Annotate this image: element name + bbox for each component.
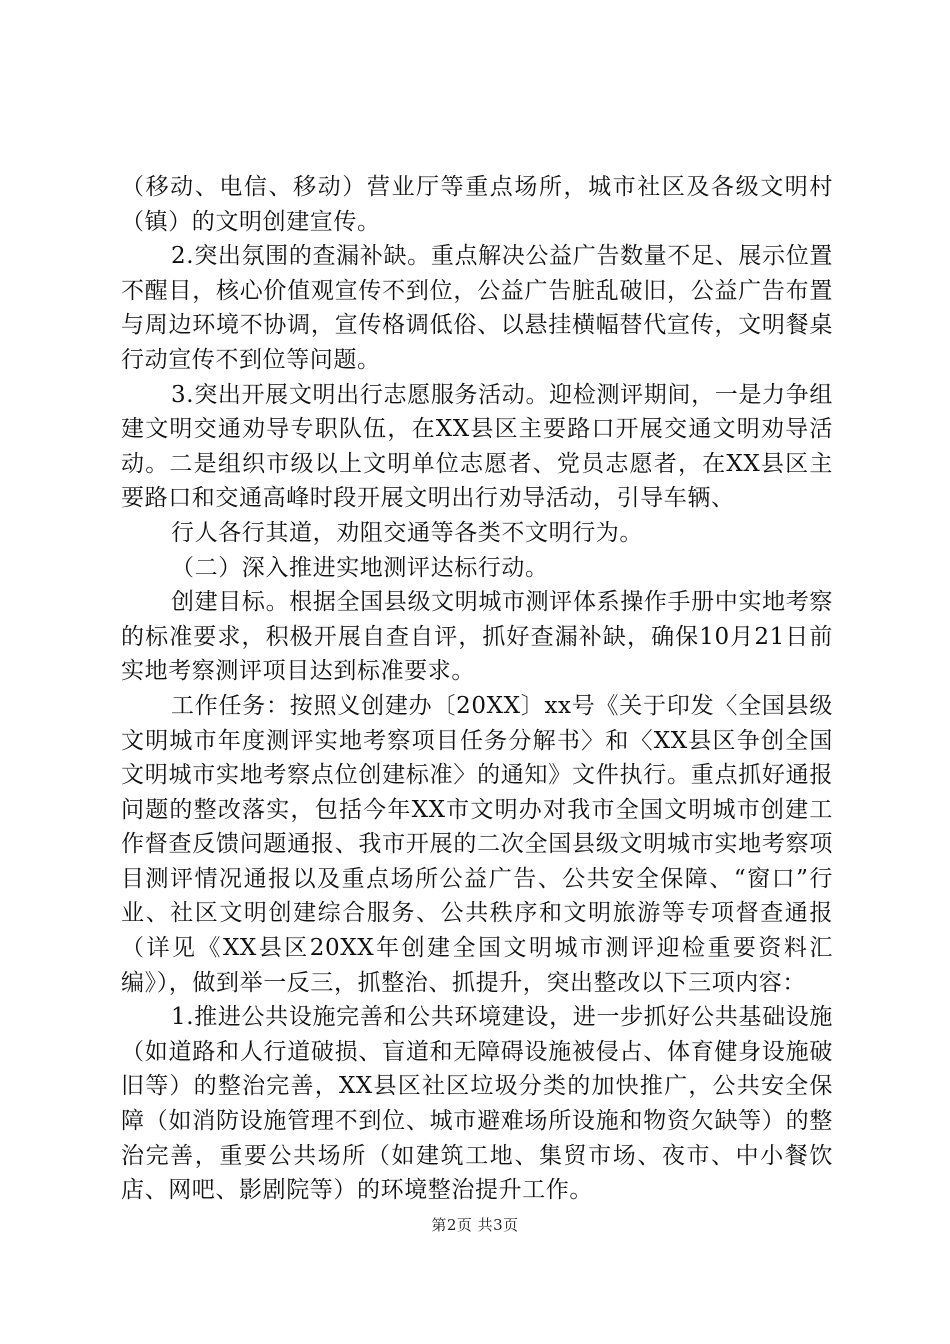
paragraph-item-3: 3.突出开展文明出行志愿服务活动。迎检测评期间，一是力争组建文明交通劝导专职队伍，在XX县区主要路口开展交通文明劝导活动。二是组织市级以上文明单位志愿者、党员志愿者，在XX县区主要路口和交通高峰时段开展文明出行劝导活动，引导车辆、 <box>121 381 833 512</box>
page-footer: 第2页 共3页 <box>431 1216 519 1234</box>
paragraph-tasks: 工作任务：按照义创建办〔20XX〕xx号《关于印发〈全国县级文明城市年度测评实地考察项目任务分解书〉和〈XX县区争创全国文明城市实地考察点位创建标准〉的通知》文件执行。重点抓好通报问题的整改落实，包括今年XX市文明办对我市全国文明城市创建工作督查反馈问题通报、我市开展的二次全国县级文明城市实地考察项目测评情况通报以及重点场所公益广告、公共安全保障、“窗口”行业、社区文明创建综合服务、公共秩序和文明旅游等专项督查通报（详见《XX县区20XX年创建全国文明城市测评迎检重要资料汇编》），做到举一反三，抓整治、抓提升，突出整改以下三项内容： <box>121 692 833 996</box>
section-heading: （二）深入推进实地测评达标行动。 <box>171 554 549 581</box>
paragraph-goal: 创建目标。根据全国县级文明城市测评体系操作手册中实地考察的标准要求，积极开展自查自评，抓好查漏补缺，确保10月21日前实地考察测评项目达到标准要求。 <box>121 589 833 685</box>
paragraph-item-1: 1.推进公共设施完善和公共环境建设，进一步抓好公共基础设施（如道路和人行道破损、盲道和无障碍设施被侵占、体育健身设施破旧等）的整治完善，XX县区社区垃圾分类的加快推广，公共安全保障（如消防设施管理不到位、城市避难场所设施和物资欠缺等）的整治完善，重要公共场所（如建筑工地、集贸市场、夜市、中小餐饮店、网吧、影剧院等）的环境整治提升工作。 <box>121 1004 833 1204</box>
document-body <box>121 170 833 1208</box>
paragraph-continuation-2: 行人各行其道，劝阻交通等各类不文明行为。 <box>171 519 643 546</box>
paragraph-item-2: 2.突出氛围的查漏补缺。重点解决公益广告数量不足、展示位置不醒目，核心价值观宣传不到位，公益广告脏乱破旧，公益广告布置与周边环境不协调，宣传格调低俗、以悬挂横幅替代宣传，文明餐桌行动宣传不到位等问题。 <box>121 243 833 373</box>
paragraph-continuation: （移动、电信、移动）营业厅等重点场所，城市社区及各级文明村（镇）的文明创建宣传。 <box>121 174 833 235</box>
